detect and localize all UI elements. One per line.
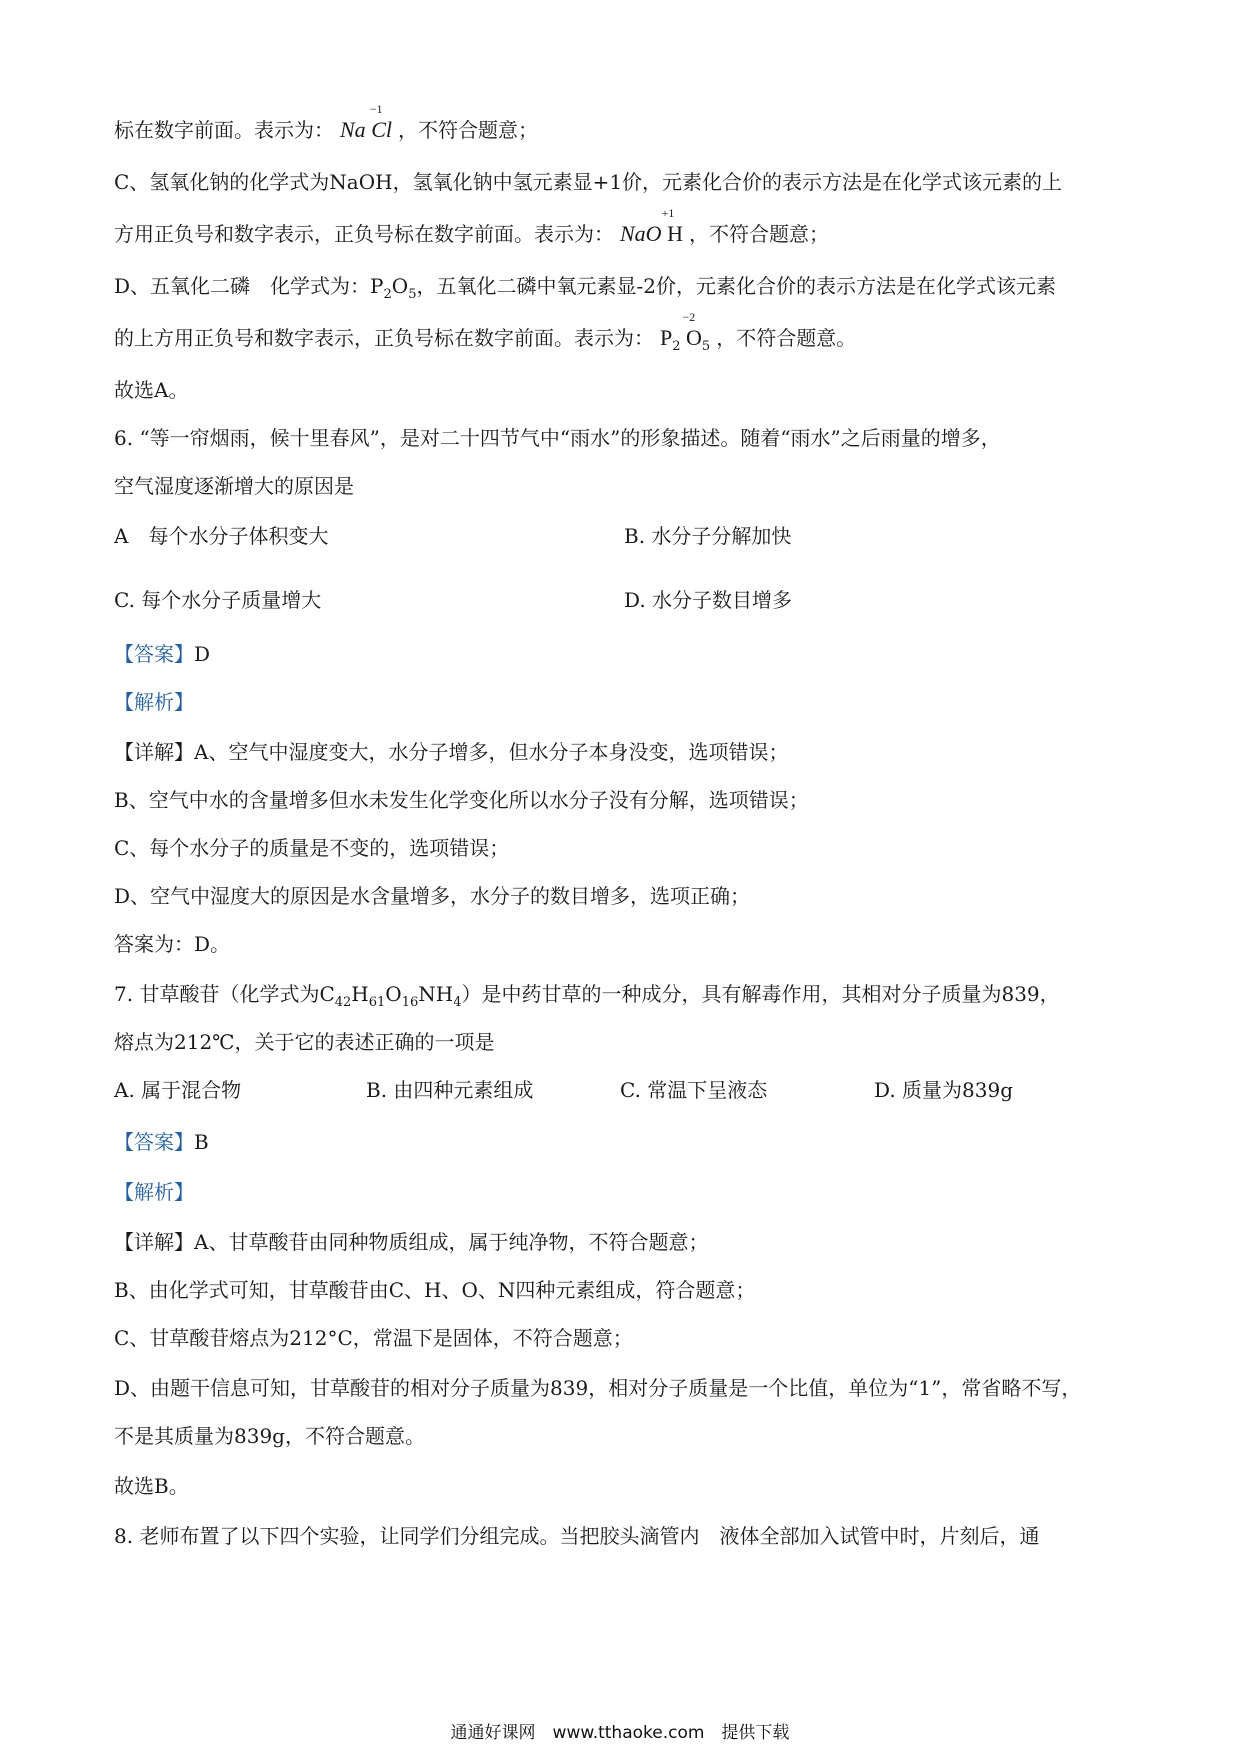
- q7-conclusion: 故选B。: [114, 1474, 189, 1498]
- q7-option-d: D. 质量为839g: [874, 1078, 1014, 1102]
- q7-option-a: A. 属于混合物: [114, 1078, 242, 1102]
- q6-option-d: D. 水分子数目增多: [624, 588, 793, 612]
- text-line: 的上方用正负号和数字表示，正负号标在数字前面。表示为： $P_2$ −2 $O_5$ ，不符合题意。: [114, 324, 1134, 361]
- q7-detail: D、由题干信息可知，甘草酸苷的相对分子质量为839，相对分子质量是一个比值，单位为“1”，常省略不写，: [114, 1376, 1082, 1400]
- q6-option-a: A 每个水分子体积变大: [114, 524, 329, 548]
- question-7-stem: 7. 甘草酸苷（化学式为$C_{42}H_{61}O_{16}NH_4$）是中药甘草的一种成分，具有解毒作用，其相对分子质量为839，: [114, 982, 1060, 1010]
- text-line: D、五氧化二磷 化学式为：$P_2O_5$，五氧化二磷中氧元素显-2价，元素化合价的表示方法是在化学式该元素: [114, 274, 1056, 302]
- text-line: 方用正负号和数字表示，正负号标在数字前面。表示为： NaO +1 H ，不符合题意；: [114, 206, 829, 246]
- text-line: 故选A。: [114, 378, 189, 402]
- q6-detail: C、每个水分子的质量是不变的，选项错误；: [114, 836, 510, 860]
- text-line: C、氢氧化钠的化学式为NaOH，氢氧化钠中氢元素显+1价，元素化合价的表示方法是在化学式该元素的上: [114, 170, 1063, 194]
- q7-detail: 【详解】A、甘草酸苷由同种物质组成，属于纯净物，不符合题意；: [114, 1230, 709, 1254]
- q7-detail: 不是其质量为839g，不符合题意。: [114, 1424, 425, 1448]
- q6-detail: D、空气中湿度大的原因是水含量增多，水分子的数目增多，选项正确；: [114, 884, 751, 908]
- q6-option-c: C. 每个水分子质量增大: [114, 588, 322, 612]
- q7-detail: B、由化学式可知，甘草酸苷由C、H、O、N四种元素组成，符合题意；: [114, 1278, 756, 1302]
- q7-detail: C、甘草酸苷熔点为212°C，常温下是固体，不符合题意；: [114, 1326, 633, 1350]
- q6-conclusion: 答案为：D。: [114, 932, 231, 956]
- question-8-stem: 8. 老师布置了以下四个实验，让同学们分组完成。当把胶头滴管内 液体全部加入试管中时，片刻后，通: [114, 1524, 1040, 1548]
- q7-option-b: B. 由四种元素组成: [366, 1078, 534, 1102]
- formula-naoh: NaO +1 H: [620, 206, 683, 246]
- q6-detail: 【详解】A、空气中湿度变大，水分子增多，但水分子本身没变，选项错误；: [114, 740, 789, 764]
- q6-option-b: B. 水分子分解加快: [624, 524, 792, 548]
- q7-analysis: 【解析】: [114, 1180, 194, 1204]
- q7-answer: 【答案】B: [114, 1130, 209, 1154]
- formula-p2o5: $P_2$ −2 $O_5$: [660, 310, 711, 354]
- page-footer: 通通好课网 www.tthaoke.com 提供下载: [450, 1723, 790, 1743]
- question-7-stem: 熔点为212℃，关于它的表述正确的一项是: [114, 1030, 495, 1054]
- question-6-stem: 6. “等一帘烟雨，候十里春风”，是对二十四节气中“雨水”的形象描述。随着“雨水”之后雨量的增多，: [114, 426, 1001, 450]
- q6-answer: 【答案】D: [114, 642, 211, 666]
- q6-detail: B、空气中水的含量增多但水未发生化学变化所以水分子没有分解，选项错误；: [114, 788, 809, 812]
- text-line: 标在数字前面。表示为： Na −1 Cl ，不符合题意；: [114, 102, 538, 142]
- q6-analysis: 【解析】: [114, 690, 194, 714]
- question-6-stem: 空气湿度逐渐增大的原因是: [114, 474, 354, 498]
- q7-option-c: C. 常温下呈液态: [620, 1078, 768, 1102]
- formula-nacl: Na −1 Cl: [340, 102, 392, 142]
